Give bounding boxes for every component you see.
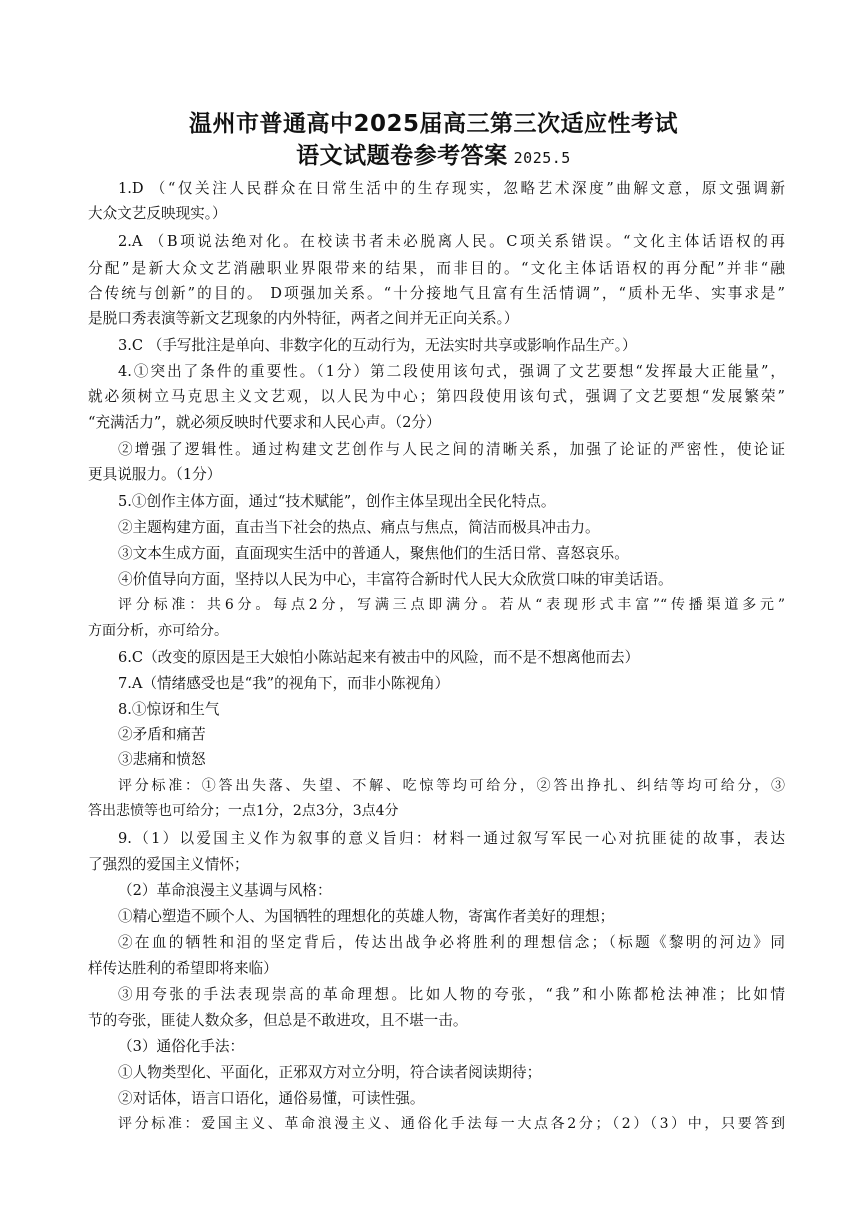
answer-line: ②主题构建方面，直击当下社会的热点、痛点与焦点，简洁而极具冲击力。	[118, 519, 600, 536]
document-title: 温州市普通高中2025届高三第三次适应性考试	[188, 111, 678, 137]
answer-line: 8.①惊讶和生气	[118, 701, 220, 718]
answer-line: 大众文艺反映现实。）	[88, 205, 227, 222]
answer-line: 就必须树立马克思主义文艺观，以人民为中心；第四段使用该句式，强调了文艺要想“发展繁荣”	[88, 388, 785, 405]
answer-line: 7.A（情绪感受也是“我”的视角下，而非小陈视角）	[118, 675, 450, 692]
answer-line: 4.①突出了条件的重要性。（1分）第二段使用该句式，强调了文艺要想“发挥最大正能量”，	[118, 363, 785, 380]
answer-line: ②矛盾和痛苦	[118, 726, 206, 743]
document-subtitle	[0, 137, 867, 170]
answer-line: “充满活力”，就必须反映时代要求和人民心声。（2分）	[88, 414, 441, 431]
answer-line: ④价值导向方面，坚持以人民为中心，丰富符合新时代人民大众欣赏口味的审美话语。	[118, 571, 673, 588]
answer-line: ③用夸张的手法表现崇高的革命理想。比如人物的夸张，“我”和小陈都枪法神准；比如情	[118, 986, 785, 1003]
answer-line: 是脱口秀表演等新文艺现象的内外特征，两者之间并无正向关系。）	[88, 310, 519, 327]
answer-line: 更具说服力。（1分）	[88, 466, 222, 483]
answer-line: ①精心塑造不顾个人、为国牺牲的理想化的英雄人物，寄寓作者美好的理想；	[118, 908, 615, 925]
answer-line: 合传统与创新”的目的。 D项强加关系。“十分接地气且富有生活情调”，“质朴无华、实事求是”	[88, 285, 785, 302]
scoring-criteria: 答出悲愤等也可给分；一点1分，2点3分，3点4分	[88, 803, 399, 819]
scoring-criteria: 评分标准：爱国主义、革命浪漫主义、通俗化手法每一大点各2分；（2）（3）中，只要答到	[118, 1116, 785, 1132]
answer-line: 3.C （手写批注是单向、非数字化的互动行为，无法实时共享或影响作品生产。）	[118, 337, 637, 354]
answer-line: ②增强了逻辑性。通过构建文艺创作与人民之间的清晰关系，加强了论证的严密性，使论证	[118, 441, 785, 458]
answer-line: 了强烈的爱国主义情怀；	[88, 856, 249, 873]
answer-line: ①人物类型化、平面化，正邪双方对立分明，符合读者阅读期待；	[118, 1064, 542, 1081]
scoring-criteria: 评分标准：共6分。每点2分，写满三点即满分。若从“表现形式丰富”“传播渠道多元”	[118, 597, 785, 613]
answer-line: 5.①创作主体方面，通过“技术赋能”，创作主体呈现出全民化特点。	[118, 493, 556, 510]
answer-line: ②在血的牺牲和泪的坚定背后，传达出战争必将胜利的理想信念；（标题《黎明的河边》同	[118, 934, 785, 951]
answer-line: 9.（1）以爱国主义作为叙事的意义旨归：材料一通过叙写军民一心对抗匪徒的故事，表达	[118, 830, 785, 847]
document-date: 2025.5	[513, 149, 571, 167]
subtitle-text: 语文试题卷参考答案	[296, 143, 508, 169]
answer-line: （2）革命浪漫主义基调与风格：	[118, 882, 332, 899]
scoring-criteria: 方面分析，亦可给分。	[88, 623, 228, 639]
answer-line: 2.A （B项说法绝对化。在校读书者未必脱离人民。C项关系错误。“文化主体话语权的再	[118, 233, 785, 250]
answer-line: （3）通俗化手法：	[118, 1038, 245, 1055]
answer-line: 6.C（改变的原因是王大娘怕小陈站起来有被击中的风险，而不是不想离他而去）	[118, 649, 640, 666]
answer-line: 1.D （“仅关注人民群众在日常生活中的生存现实，忽略艺术深度”曲解文意，原文强调新	[118, 180, 785, 197]
answer-line: ③文本生成方面，直面现实生活中的普通人，聚焦他们的生活日常、喜怒哀乐。	[118, 545, 629, 562]
answer-line: ②对话体，语言口语化，通俗易懂，可读性强。	[118, 1090, 425, 1107]
answer-line: 节的夸张，匪徒人数众多，但总是不敢进攻，且不堪一击。	[88, 1012, 468, 1029]
scoring-criteria: 评分标准：①答出失落、失望、不解、吃惊等均可给分，②答出挣扎、纠结等均可给分，③	[118, 778, 785, 794]
answer-line: 分配”是新大众文艺消融职业界限带来的结果，而非目的。“文化主体话语权的再分配”并非“融	[88, 260, 785, 277]
answer-line: 样传达胜利的希望即将来临）	[88, 960, 278, 977]
answer-line: ③悲痛和愤怒	[118, 751, 206, 768]
